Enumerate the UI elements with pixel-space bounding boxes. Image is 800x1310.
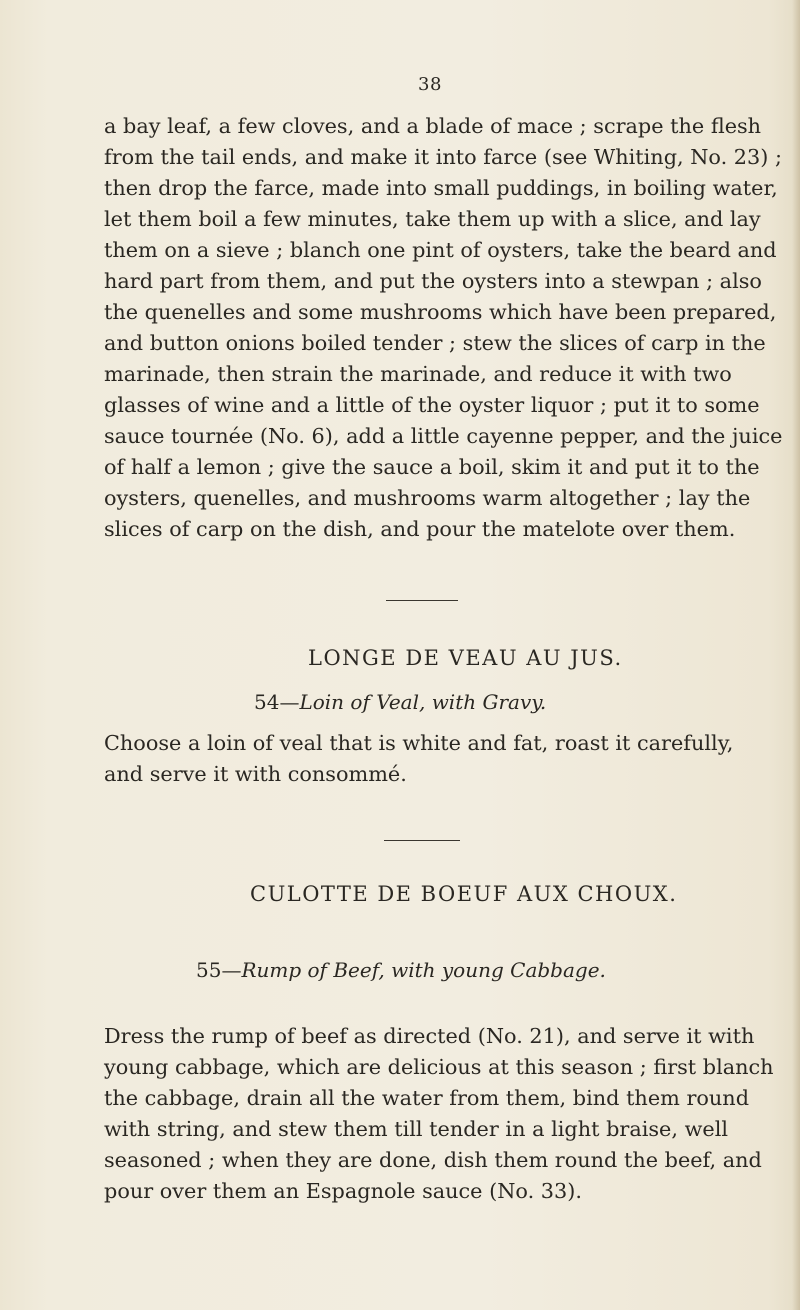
text-line: and button onions boiled tender ; stew the slices of carp in the: [104, 331, 766, 355]
paragraph-rump-of-beef: [104, 1021, 774, 1207]
recipe-heading: LONGE DE VEAU AU JUS.: [308, 646, 623, 670]
text-line: seasoned ; when they are done, dish them round the beef, and: [104, 1148, 762, 1172]
recipe-number: 54—: [254, 690, 300, 714]
text-line: young cabbage, which are delicious at this season ; first blanch: [104, 1055, 774, 1079]
text-line: marinade, then strain the marinade, and reduce it with two: [104, 362, 732, 386]
recipe-subtitle: [196, 958, 606, 982]
text-line: pour over them an Espagnole sauce (No. 33).: [104, 1179, 582, 1203]
text-line: a bay leaf, a few cloves, and a blade of mace ; scrape the flesh: [104, 114, 762, 138]
text-line: Dress the rump of beef as directed (No. 21), and serve it with: [104, 1024, 755, 1048]
section-divider: [384, 840, 460, 841]
page-edge-shadow: [792, 0, 800, 1310]
page-number: 38: [418, 74, 442, 95]
text-line: of half a lemon ; give the sauce a boil, skim it and put it to the: [104, 455, 760, 479]
text-line: the cabbage, drain all the water from them, bind them round: [104, 1086, 750, 1110]
text-line: glasses of wine and a little of the oyster liquor ; put it to some: [104, 393, 760, 417]
recipe-number: 55—: [196, 958, 242, 982]
text-line: let them boil a few minutes, take them up with a slice, and lay: [104, 207, 761, 231]
recipe-heading: CULOTTE DE BOEUF AUX CHOUX.: [250, 882, 678, 906]
text-line: slices of carp on the dish, and pour the matelote over them.: [104, 517, 736, 541]
text-line: oysters, quenelles, and mushrooms warm altogether ; lay the: [104, 486, 751, 510]
text-line: from the tail ends, and make it into farce (see Whiting, No. 23) ;: [104, 145, 782, 169]
paragraph-matelote-continuation: [104, 111, 783, 545]
text-line: Choose a loin of veal that is white and fat, roast it carefully,: [104, 731, 734, 755]
text-line: sauce tournée (No. 6), add a little cayenne pepper, and the juice: [104, 424, 783, 448]
recipe-english-title: Rump of Beef, with young Cabbage.: [241, 958, 606, 982]
text-line: with string, and stew them till tender in a light braise, well: [104, 1117, 728, 1141]
text-line: the quenelles and some mushrooms which have been prepared,: [104, 300, 777, 324]
recipe-subtitle: [254, 690, 546, 714]
recipe-english-title: Loin of Veal, with Gravy.: [299, 690, 547, 714]
paragraph-loin-of-veal: [104, 728, 734, 790]
text-line: hard part from them, and put the oysters into a stewpan ; also: [104, 269, 762, 293]
text-line: them on a sieve ; blanch one pint of oysters, take the beard and: [104, 238, 777, 262]
text-line: and serve it with consommé.: [104, 762, 407, 786]
text-line: then drop the farce, made into small puddings, in boiling water,: [104, 176, 778, 200]
section-divider: [386, 600, 458, 601]
